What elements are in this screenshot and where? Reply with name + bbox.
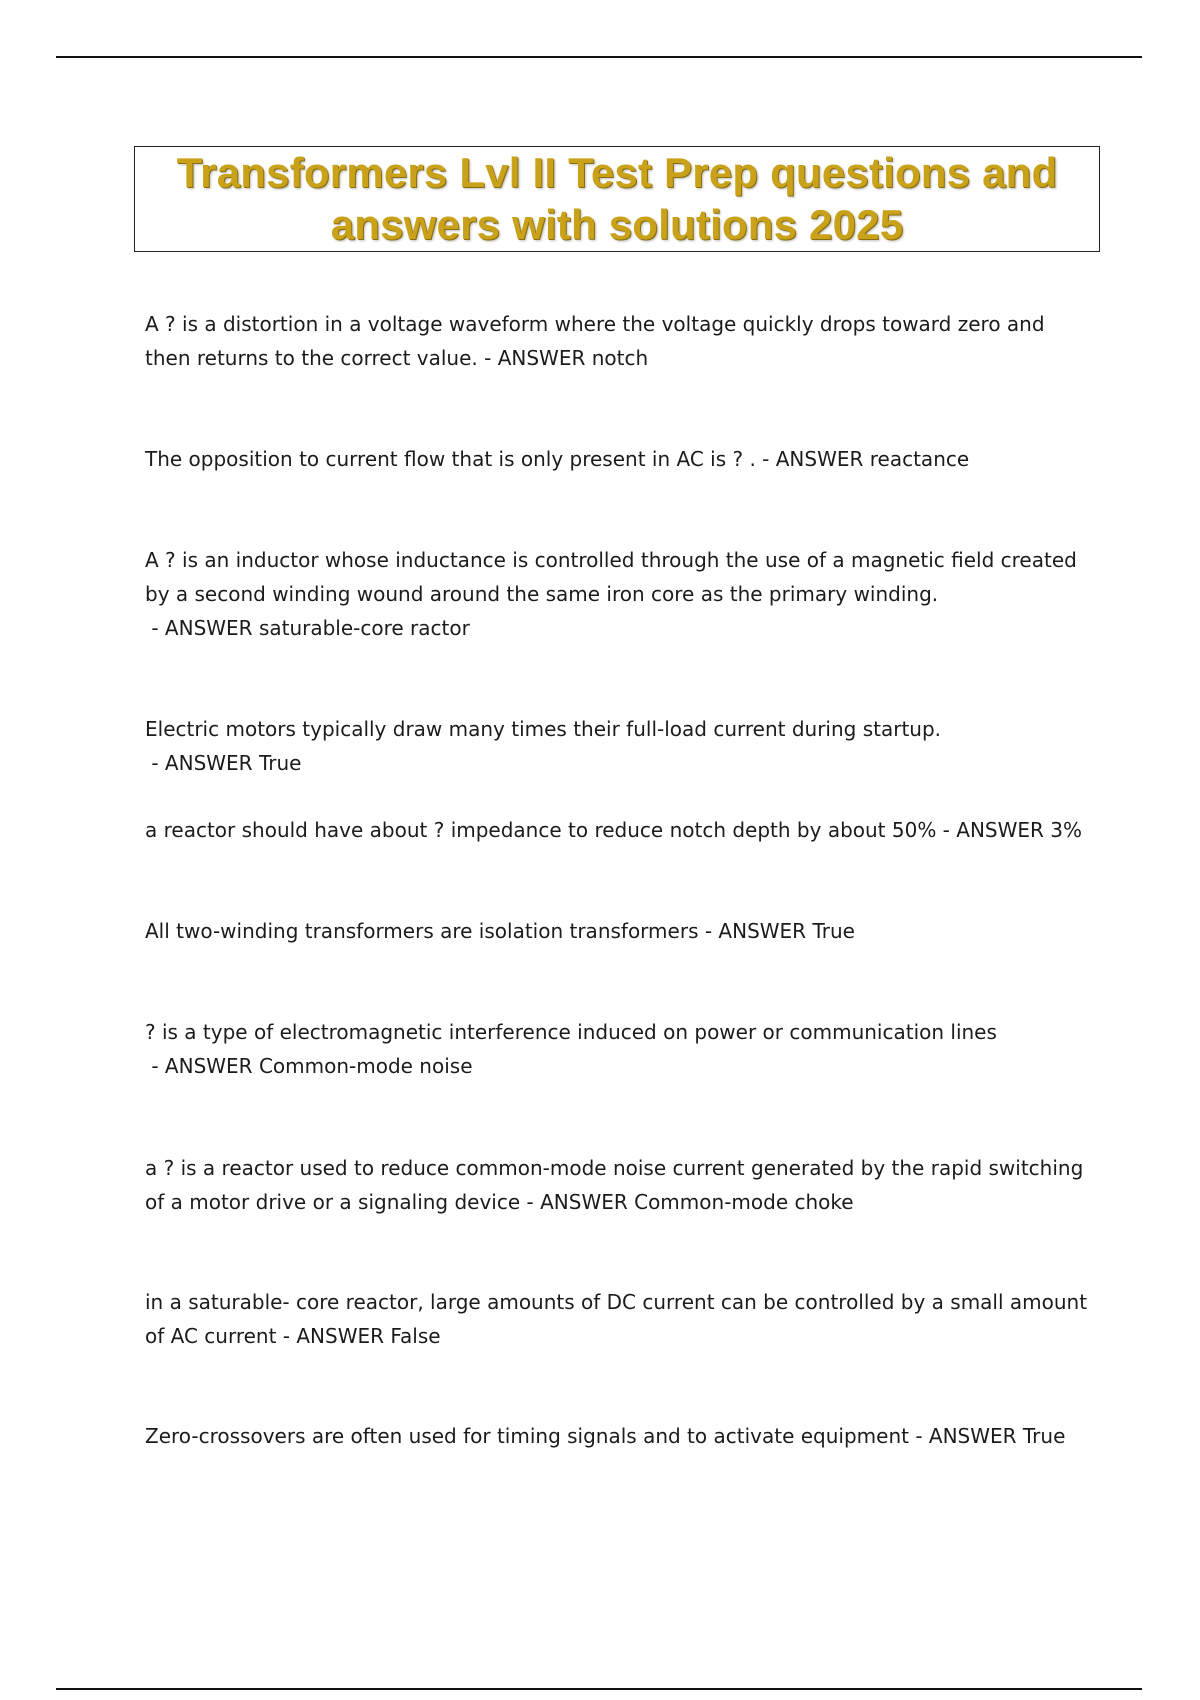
answer-text: Common-mode noise <box>258 1054 473 1078</box>
answer-text: False <box>390 1324 441 1348</box>
document-title: Transformers Lvl II Test Prep questions and answers with solutions 2025 <box>176 149 1058 248</box>
answer-separator: - ANSWER <box>755 447 870 471</box>
question-text: a ? is a reactor used to reduce common-mode noise current generated by the rapid switching of a motor drive or a signaling device <box>145 1156 1084 1214</box>
question-text: Zero-crossovers are often used for timing signals and to activate equipment <box>145 1424 909 1448</box>
question-text: in a saturable- core reactor, large amounts of DC current can be controlled by a small amount of AC current <box>145 1290 1088 1348</box>
bottom-rule <box>56 1688 1142 1690</box>
answer-separator: - ANSWER <box>145 616 259 640</box>
question-text: A ? is an inductor whose inductance is controlled through the use of a magnetic field created by a second winding wound around the same iron core as the primary winding. <box>145 548 1077 606</box>
answer-separator: - ANSWER <box>477 346 592 370</box>
answer-text: saturable-core ractor <box>258 616 470 640</box>
qa-item-2 <box>145 442 1091 476</box>
answer-text: Common-mode choke <box>634 1190 854 1214</box>
question-text: ? is a type of electromagnetic interference induced on power or communication lines <box>145 1020 997 1044</box>
top-rule <box>56 56 1142 58</box>
qa-item-4 <box>145 712 1091 780</box>
qa-item-9 <box>145 1285 1091 1353</box>
question-text: All two-winding transformers are isolation transformers <box>145 919 699 943</box>
answer-separator: - ANSWER <box>698 919 813 943</box>
answer-separator: - ANSWER <box>276 1324 391 1348</box>
answer-text: 3% <box>1050 818 1082 842</box>
qa-item-10 <box>145 1419 1091 1453</box>
answer-separator: - ANSWER <box>145 751 259 775</box>
title-box <box>134 146 1100 252</box>
answer-separator: - ANSWER <box>936 818 1051 842</box>
answer-separator: - ANSWER <box>520 1190 635 1214</box>
qa-item-1 <box>145 307 1091 375</box>
qa-item-6 <box>145 914 1091 948</box>
qa-item-7 <box>145 1015 1091 1083</box>
answer-text: reactance <box>869 447 970 471</box>
question-text: A ? is a distortion in a voltage waveform where the voltage quickly drops toward zero and then returns to the correct value. <box>145 312 1045 370</box>
answer-separator: - ANSWER <box>145 1054 259 1078</box>
qa-item-5 <box>145 813 1091 847</box>
question-text: The opposition to current flow that is only present in AC is ? . <box>145 447 756 471</box>
answer-text: True <box>258 751 302 775</box>
answer-separator: - ANSWER <box>908 1424 1023 1448</box>
answer-text: notch <box>591 346 649 370</box>
question-text: Electric motors typically draw many times their full-load current during startup. <box>145 717 942 741</box>
answer-text: True <box>1022 1424 1066 1448</box>
qa-item-3 <box>145 543 1091 645</box>
question-text: a reactor should have about ? impedance to reduce notch depth by about 50% <box>145 818 937 842</box>
answer-text: True <box>812 919 855 943</box>
qa-item-8 <box>145 1151 1091 1219</box>
